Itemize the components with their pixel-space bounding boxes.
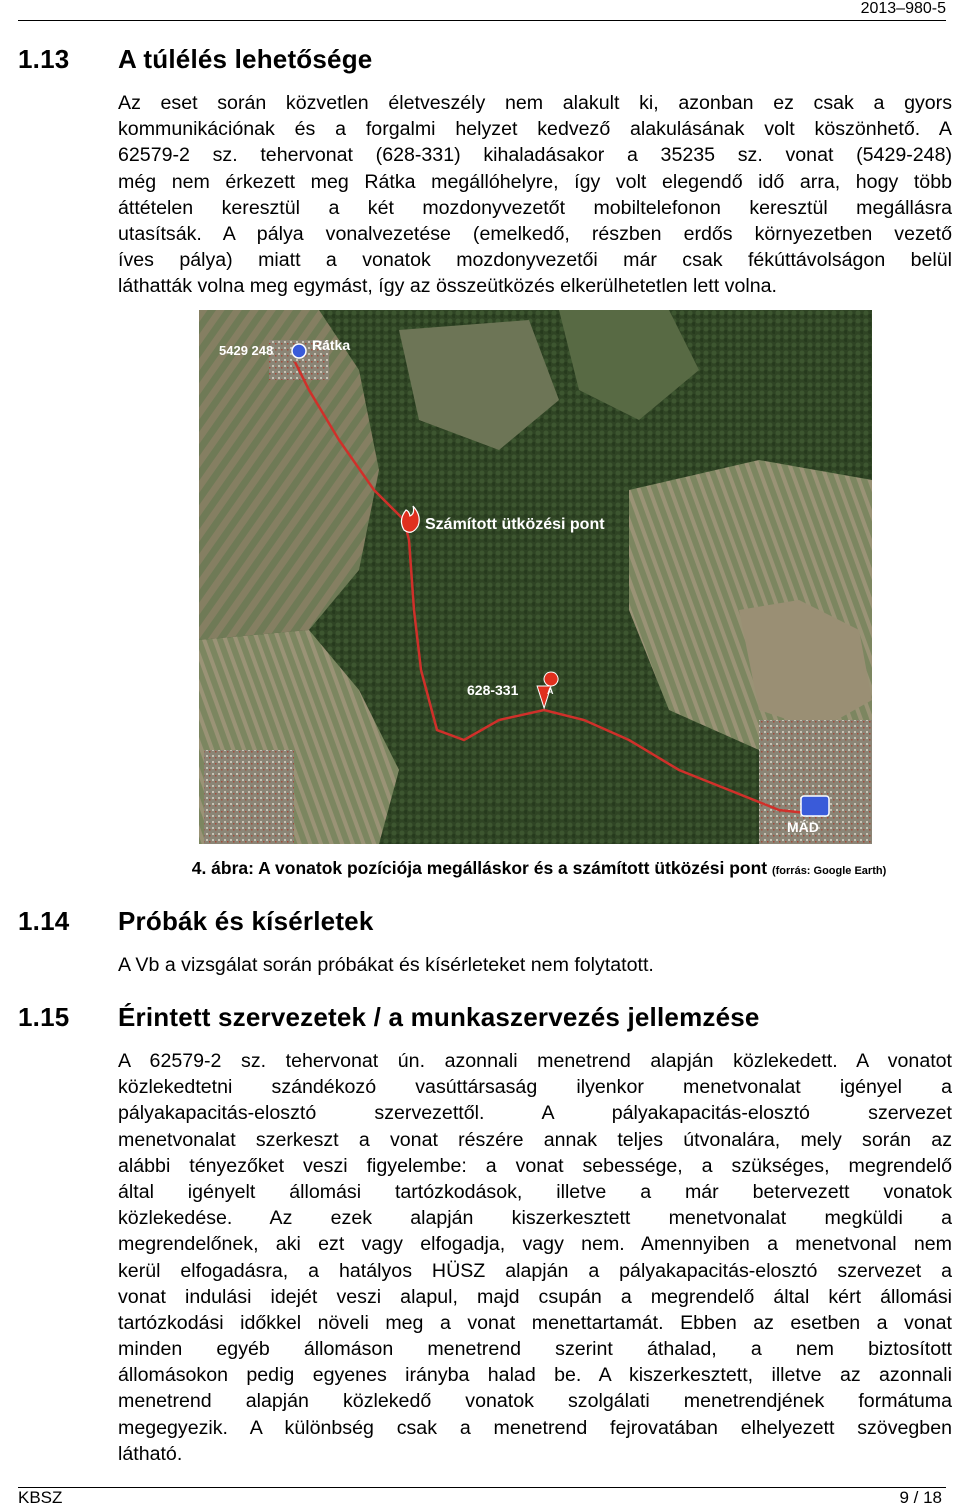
village-southwest — [204, 750, 294, 844]
document-number: 2013–980-5 — [860, 0, 946, 17]
figure-caption — [0, 858, 960, 879]
text-line: kommunikációnak és a forgalmi helyzet kedvező alakulásának volt köszönhető. A — [118, 118, 952, 141]
label-ratka: Rátka — [312, 337, 351, 353]
caption-text: 4. ábra: A vonatok pozíciója megálláskor és a számított ütközési pont — [191, 858, 768, 878]
text-line: látható. — [118, 1442, 183, 1465]
satellite-map-figure — [199, 310, 872, 844]
text-line: láthatták volna meg egymást, így az összeütközés elkerülhetetlen lett volna. — [118, 275, 777, 298]
section-heading-1-13 — [18, 44, 372, 75]
text-line: Az eset során közvetlen életveszély nem alakult ki, azonban ez csak a gyors — [118, 92, 952, 114]
text-line: A 62579-2 sz. tehervonat ún. azonnali menetrend alapján közlekedett. A vonatot — [118, 1050, 952, 1072]
text-line: alábbi tényezőket veszi figyelembe: a vonat sebessége, a szükséges, megrendelő — [118, 1154, 952, 1177]
label-mad: MÁD — [787, 819, 819, 835]
footer-rule — [18, 1487, 946, 1488]
mad-station-train-icon — [801, 796, 829, 816]
text-line: közlekedése. Az ezek alapján kiszerkesztett menetvonalat megküldi a — [118, 1207, 952, 1230]
text-line: minden egyéb állomáson menetrend szerint áthalad, a nem biztosított — [118, 1338, 952, 1361]
section-number: 1.13 — [18, 44, 70, 74]
section-title: Próbák és kísérletek — [118, 906, 374, 936]
text-line: közlekedtetni szándékozó vasúttársaság ilyenkor menetvonalat igényel a — [118, 1076, 952, 1099]
label-collision-point: Számított ütközési pont — [425, 516, 605, 533]
section-heading-1-15 — [18, 1002, 760, 1033]
label-628-331: 628-331 — [467, 682, 519, 698]
paragraph-1-14 — [118, 952, 952, 978]
text-line: által igényelt állomási tartózkodások, illetve a már betervezett vonatok — [118, 1180, 952, 1203]
satellite-map — [199, 310, 872, 844]
text-line: A Vb a vizsgálat során próbákat és kísérleteket nem folytatott. — [118, 954, 654, 976]
header-rule — [18, 20, 946, 21]
paragraph-1-13 — [118, 90, 952, 300]
section-title: A túlélés lehetősége — [118, 44, 373, 74]
text-line: még nem érkezett meg Rátka megállóhelyre, így volt elegendő idő arra, hogy több — [118, 170, 952, 193]
train-b-marker-icon — [292, 344, 306, 358]
section-heading-1-14 — [18, 906, 374, 937]
text-line: tartózkodási időkkel növeli meg a vonat menettartamát. Ebben az esetben a vonat — [118, 1311, 952, 1334]
text-line: kerül elfogadásra, a hatályos HÜSZ alapján a pályakapacitás-elosztó szervezet a — [118, 1259, 952, 1282]
page-number: 9 / 18 — [899, 1488, 942, 1507]
text-line: utasítsák. A pálya vonalvezetése (emelkedő, részben erdős környezetben vezető — [118, 222, 952, 245]
section-number: 1.15 — [18, 1002, 70, 1032]
text-line: áttételen keresztül a két mozdonyvezetőt mobiltelefonon keresztül megállásra — [118, 196, 952, 219]
text-line: pályakapacitás-elosztó szervezettől. A pályakapacitás-elosztó szervezet — [118, 1102, 952, 1125]
text-line: vonat indulási idejét veszi alapul, majd csupán a megrendelő által kért állomási — [118, 1285, 952, 1308]
text-line: íves pálya) miatt a vonatok mozdonyvezetői már csak fékúttávolságon belül — [118, 249, 952, 272]
label-5429-248: 5429 248 — [219, 343, 274, 358]
marker-a-label: A — [547, 686, 554, 696]
text-line: megrendelőnek, aki ezt vagy elfogadja, vagy nem. Amennyiben a menetvonal nem — [118, 1233, 952, 1256]
text-line: állomásokon pedig egyenes irányba halad be. A kiszerkesztett, illetve az azonnali — [118, 1364, 952, 1387]
text-line: megegyezik. A különbség csak a menetrend fejrovatában elhelyezett szövegben — [118, 1416, 952, 1439]
footer-organization: KBSZ — [18, 1488, 63, 1507]
text-line: menetrend alapján közlekedő vonatok szolgálati menetrendjének formátuma — [118, 1390, 952, 1413]
caption-source: (forrás: Google Earth) — [771, 865, 887, 877]
text-line: 62579-2 sz. tehervonat (628-331) kihaladásakor a 35235 sz. vonat (5429-248) — [118, 144, 952, 167]
section-title: Érintett szervezetek / a munkaszervezés jellemzése — [118, 1002, 760, 1032]
section-number: 1.14 — [18, 906, 70, 936]
text-line: menetvonalat szerkeszt a vonat részére annak teljes útvonalára, mely során az — [118, 1128, 952, 1151]
paragraph-1-15 — [118, 1048, 952, 1467]
